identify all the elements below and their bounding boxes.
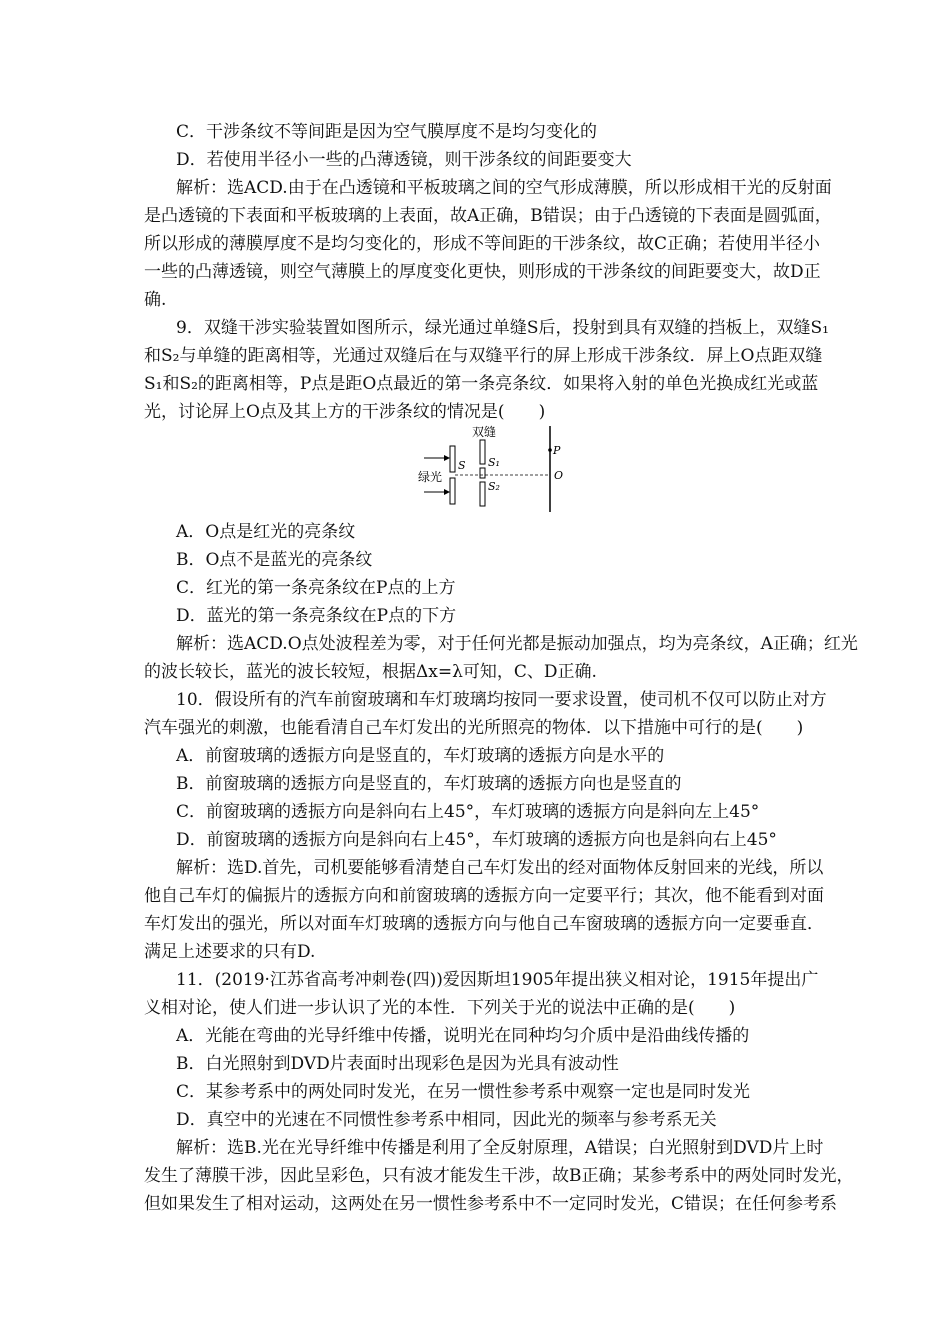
double-slit-diagram bbox=[410, 424, 570, 514]
point-p-label: P bbox=[553, 444, 561, 457]
text-line: 光，讨论屏上O点及其上方的干涉条纹的情况是( ) bbox=[144, 402, 546, 422]
slit-s1-label: S₁ bbox=[488, 456, 500, 469]
option-b: B．O点不是蓝光的亮条纹 bbox=[176, 550, 373, 570]
question-10-stem: 10．假设所有的汽车前窗玻璃和车灯玻璃均按同一要求设置，使司机不仅可以防止对方 bbox=[176, 690, 827, 710]
question-9-stem: 9．双缝干涉实验装置如图所示，绿光通过单缝S后，投射到具有双缝的挡板上，双缝S₁ bbox=[176, 318, 829, 338]
text-line: 汽车强光的刺激，也能看清自己车灯发出的光所照亮的物体．以下措施中可行的是( ) bbox=[144, 718, 804, 738]
single-slit-plate-bottom bbox=[450, 478, 455, 504]
text-line: S₁和S₂的距离相等，P点是距O点最近的第一条亮条纹．如果将入射的单色光换成红光或蓝 bbox=[144, 374, 819, 394]
option-a: A．前窗玻璃的透振方向是竖直的，车灯玻璃的透振方向是水平的 bbox=[176, 746, 665, 766]
option-d: D．前窗玻璃的透振方向是斜向右上45°，车灯玻璃的透振方向也是斜向右上45° bbox=[176, 830, 777, 850]
option-d: D．真空中的光速在不同惯性参考系中相同，因此光的频率与参考系无关 bbox=[176, 1110, 717, 1130]
text-line: 解析：选ACD.O点处波程差为零，对于任何光都是振动加强点，均为亮条纹，A正确；红光 bbox=[176, 634, 858, 654]
text-line: 的波长较长，蓝光的波长较短，根据Δx=λ可知，C、D正确. bbox=[144, 662, 597, 682]
double-slit-plate-bottom bbox=[480, 482, 485, 506]
text-line: 满足上述要求的只有D. bbox=[144, 942, 316, 962]
point-o-label: O bbox=[554, 469, 564, 482]
option-b: B．白光照射到DVD片表面时出现彩色是因为光具有波动性 bbox=[176, 1054, 619, 1074]
text-line: C．干涉条纹不等间距是因为空气膜厚度不是均匀变化的 bbox=[176, 122, 598, 142]
text-line: 解析：选D.首先，司机要能够看清楚自己车灯发出的经对面物体反射回来的光线，所以 bbox=[176, 858, 824, 878]
option-d: D．蓝光的第一条亮条纹在P点的下方 bbox=[176, 606, 457, 626]
text-line: 是凸透镜的下表面和平板玻璃的上表面，故A正确，B错误；由于凸透镜的下表面是圆弧面， bbox=[144, 206, 832, 226]
text-line: 和S₂与单缝的距离相等，光通过双缝后在与双缝平行的屏上形成干涉条纹．屏上O点距双缝 bbox=[144, 346, 823, 366]
text-line: 一些的凸薄透镜，则空气薄膜上的厚度变化更快，则形成的干涉条纹的间距要变大，故D正 bbox=[144, 262, 821, 282]
double-slit-label: 双缝 bbox=[472, 425, 497, 439]
text-line: 所以形成的薄膜厚度不是均匀变化的，形成不等间距的干涉条纹，故C正确；若使用半径小 bbox=[144, 234, 821, 254]
text-line: 义相对论，使人们进一步认识了光的本性．下列关于光的说法中正确的是( ) bbox=[144, 998, 736, 1018]
option-c: C．红光的第一条亮条纹在P点的上方 bbox=[176, 578, 456, 598]
text-line: D．若使用半径小一些的凸薄透镜，则干涉条纹的间距要变大 bbox=[176, 150, 632, 170]
double-slit-plate-middle bbox=[480, 468, 485, 478]
option-a: A．光能在弯曲的光导纤维中传播，说明光在同种均匀介质中是沿曲线传播的 bbox=[176, 1026, 750, 1046]
text-line: 他自己车灯的偏振片的透振方向和前窗玻璃的透振方向一定要平行；其次，他不能看到对面 bbox=[144, 886, 824, 906]
option-a: A．O点是红光的亮条纹 bbox=[176, 522, 356, 542]
text-line: 车灯发出的强光，所以对面车灯玻璃的透振方向与他自己车窗玻璃的透振方向一定要垂直． bbox=[144, 914, 824, 934]
option-c: C．某参考系中的两处同时发光，在另一惯性参考系中观察一定也是同时发光 bbox=[176, 1082, 751, 1102]
question-11-stem: 11．(2019·江苏省高考冲刺卷(四))爱因斯坦1905年提出狭义相对论，1915年提出广 bbox=[176, 970, 819, 990]
double-slit-plate-top bbox=[480, 440, 485, 464]
text-line: 发生了薄膜干涉，因此呈彩色，只有波才能发生干涉，故B正确；某参考系中的两处同时发光， bbox=[144, 1166, 854, 1186]
slit-s-label: S bbox=[458, 459, 466, 472]
text-line: 但如果发生了相对运动，这两处在另一惯性参考系中不一定同时发光，C错误；在任何参考系 bbox=[144, 1194, 838, 1214]
green-light-label: 绿光 bbox=[418, 470, 443, 484]
text-line: 解析：选B.光在光导纤维中传播是利用了全反射原理，A错误；白光照射到DVD片上时 bbox=[176, 1138, 824, 1158]
slit-s2-label: S₂ bbox=[488, 480, 500, 493]
single-slit-plate-top bbox=[450, 446, 455, 472]
text-line: 确. bbox=[144, 290, 167, 310]
option-c: C．前窗玻璃的透振方向是斜向右上45°，车灯玻璃的透振方向是斜向左上45° bbox=[176, 802, 760, 822]
text-line: 解析：选ACD.由于在凸透镜和平板玻璃之间的空气形成薄膜，所以形成相干光的反射面 bbox=[176, 178, 832, 198]
option-b: B．前窗玻璃的透振方向是竖直的，车灯玻璃的透振方向也是竖直的 bbox=[176, 774, 682, 794]
